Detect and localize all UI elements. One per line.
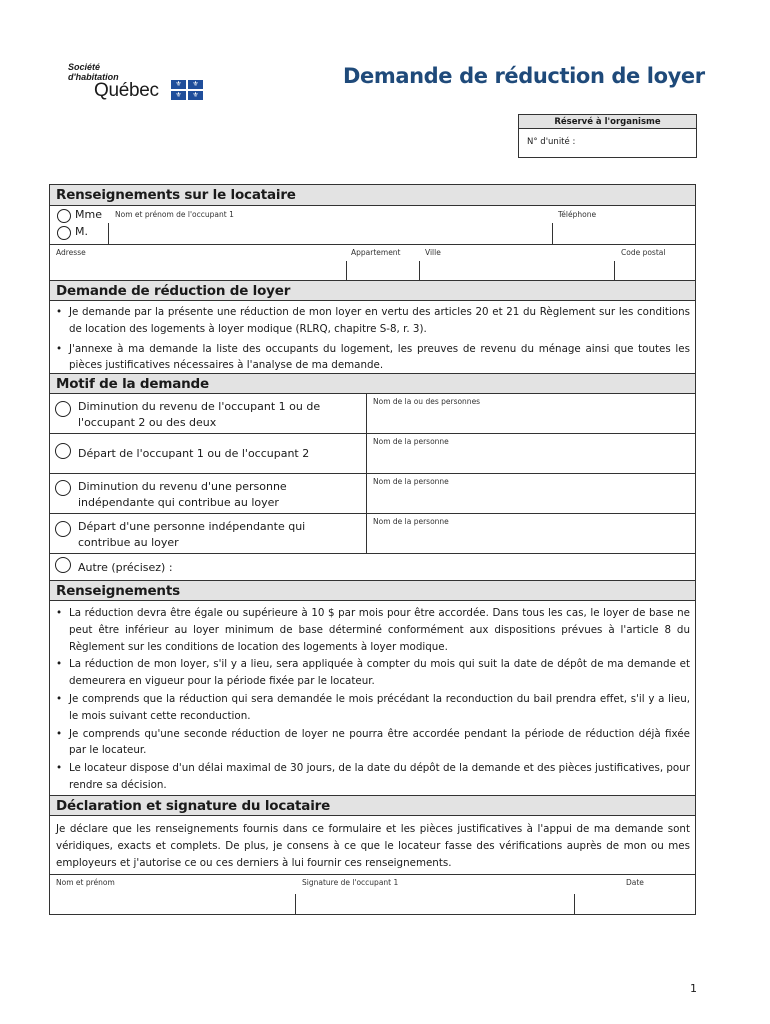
reason-label-4: Départ d'une personne indépendante qui contribue au loyer [78,520,306,549]
logo-line-3: Québec [94,80,159,101]
apartment-field[interactable]: Appartement [351,248,401,257]
field-divider [108,223,109,244]
logo-line-1: Société [68,62,101,72]
section-tenant-info-heading: Renseignements sur le locataire [50,185,695,206]
quebec-flag-icon [171,80,203,100]
phone-field[interactable]: Téléphone [558,210,597,219]
row-divider [50,244,695,245]
field-divider [419,261,420,281]
section-declaration-heading: Déclaration et signature du locataire [50,795,695,816]
reason-name-field-3[interactable]: Nom de la personne [373,477,449,486]
date-field[interactable]: Date [626,878,644,887]
field-divider [574,894,575,915]
signature-field[interactable]: Signature de l'occupant 1 [302,878,399,887]
column-divider [366,394,367,554]
field-divider [552,223,553,244]
fleur-de-lis-icon: ⚜ [188,80,203,89]
field-divider [614,261,615,281]
row-divider [50,874,695,875]
postal-code-field[interactable]: Code postal [621,248,666,257]
list-item: • Le locateur dispose d'un délai maximal de 30 jours, de la date du dépôt de la demande et des pièces justificatives, pour rendre sa décision. [56,760,690,794]
occupant-name-field[interactable]: Nom et prénom de l'occupant 1 [115,210,234,219]
row-divider [50,513,695,514]
row-divider [50,553,695,554]
form [49,184,696,915]
unit-number-field[interactable]: N° d'unité : [527,137,576,147]
signer-name-field[interactable]: Nom et prénom [56,878,115,887]
list-item: • Je comprends qu'une seconde réduction de loyer ne pourra être accordée pendant la période de réduction déjà fixée par le locateur. [56,726,690,760]
reason-radio-2[interactable] [55,443,71,459]
list-item: • J'annexe à ma demande la liste des occupants du logement, les preuves de revenu du ménage ainsi que toutes les pièces justificatives nécessaires à l'analyse de ma demande. [56,341,690,375]
reason-radio-1[interactable] [55,401,71,417]
reason-name-field-1[interactable]: Nom de la ou des personnes [373,397,481,406]
reserved-box [518,114,697,158]
request-bullets [56,304,690,375]
page-title: Demande de réduction de loyer [343,64,705,88]
reason-other-field[interactable]: Autre (précisez) : [78,561,173,574]
address-field[interactable]: Adresse [56,248,86,257]
declaration-text: Je déclare que les renseignements fournis dans ce formulaire et les pièces justificatives à l'appui de ma demande sont véridiques, exacts et complets. De plus, je consens à ce que le locateur fasse des vérifications auprès de mon ou mes employeurs et j'autorise ce ou ces derniers à lui fournir ces renseignements. [56,823,690,869]
m-radio[interactable] [57,226,71,240]
info-bullets [56,605,690,795]
reason-name-field-4[interactable]: Nom de la personne [373,517,449,526]
field-divider [346,261,347,281]
mme-label: Mme [75,208,102,221]
logo-line-2: d'habitation [68,72,119,82]
page-number: 1 [690,982,697,995]
logo [68,62,208,102]
reason-radio-other[interactable] [55,557,71,573]
reason-label-3: Diminution du revenu d'une personne indépendante qui contribue au loyer [78,480,287,509]
row-divider [50,433,695,434]
city-field[interactable]: Ville [425,248,441,257]
reason-radio-3[interactable] [55,480,71,496]
list-item: • Je comprends que la réduction qui sera demandée le mois précédant la reconduction du bail prendra effet, s'il y a lieu, le mois suivant cette reconduction. [56,691,690,725]
reason-radio-4[interactable] [55,521,71,537]
row-divider [50,473,695,474]
mme-radio[interactable] [57,209,71,223]
list-item: • La réduction devra être égale ou supérieure à 10 $ par mois pour être accordée. Dans tous les cas, le loyer de base ne peut être inférieur au loyer minimum de base déterminé conformément aux dispositions prévues à l'article 8 du Règlement sur les conditions de location des logements à loyer modique. [56,605,690,655]
m-label: M. [75,225,88,238]
fleur-de-lis-icon: ⚜ [171,80,186,89]
reserved-heading: Réservé à l'organisme [519,115,696,129]
section-info-heading: Renseignements [50,580,695,601]
list-item: • La réduction de mon loyer, s'il y a lieu, sera appliquée à compter du mois qui suit la date de dépôt de ma demande et demeurera en vigueur pour la période fixée par le locateur. [56,656,690,690]
reason-label-1: Diminution du revenu de l'occupant 1 ou de l'occupant 2 ou des deux [78,400,321,429]
field-divider [295,894,296,915]
fleur-de-lis-icon: ⚜ [171,91,186,100]
reason-name-field-2[interactable]: Nom de la personne [373,437,449,446]
reason-label-2: Départ de l'occupant 1 ou de l'occupant 2 [78,447,310,460]
section-reason-heading: Motif de la demande [50,373,695,394]
fleur-de-lis-icon: ⚜ [188,91,203,100]
list-item: • Je demande par la présente une réduction de mon loyer en vertu des articles 20 et 21 du Règlement sur les conditions de location des logements à loyer modique (RLRQ, chapitre S-8, r. 3). [56,304,690,338]
section-request-heading: Demande de réduction de loyer [50,280,695,301]
